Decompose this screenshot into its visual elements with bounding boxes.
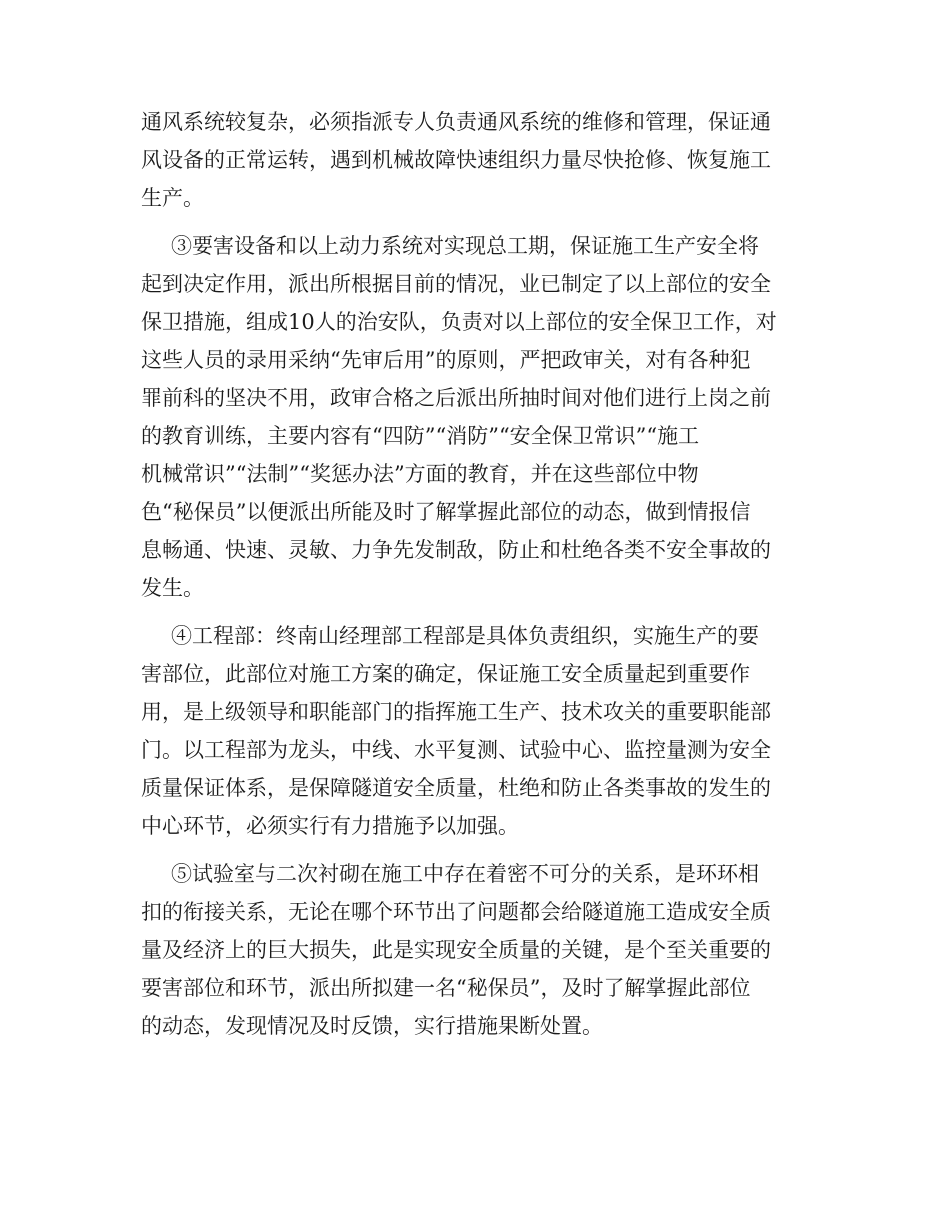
paragraph-4 <box>141 855 809 1045</box>
paragraph-2 <box>141 227 809 607</box>
text-line: 中心环节，必须实行有力措施予以加强。 <box>141 814 519 838</box>
text-line: 要害部位和环节，派出所拟建一名“秘保员”，及时了解掌握此部位 <box>141 976 751 1000</box>
text-line: 扣的衔接关系，无论在哪个环节出了问题都会给隧道施工造成安全质 <box>141 900 771 924</box>
text-line: 这些人员的录用采纳“先审后用”的原则，严把政审关，对有各种犯 <box>141 348 751 372</box>
paragraph-3 <box>141 617 809 845</box>
text-line: 保卫措施，组成10人的治安队，负责对以上部位的安全保卫工作，对 <box>141 310 777 334</box>
text-line: 门。以工程部为龙头，中线、水平复测、试验中心、监控量测为安全 <box>141 738 771 762</box>
text-line: 质量保证体系，是保障隧道安全质量，杜绝和防止各类事故的发生的 <box>141 776 771 800</box>
text-line: 害部位，此部位对施工方案的确定，保证施工安全质量起到重要作 <box>141 662 750 686</box>
text-line: 罪前科的坚决不用，政审合格之后派出所抽时间对他们进行上岗之前 <box>141 386 771 410</box>
paragraph-1 <box>141 103 809 217</box>
text-line: 机械常识”“法制”“奖惩办法”方面的教育，并在这些部位中物 <box>141 462 699 486</box>
document-page <box>141 103 809 1055</box>
text-line: ④工程部：终南山经理部工程部是具体负责组织，实施生产的要 <box>171 624 759 648</box>
text-line: 息畅通、快速、灵敏、力争先发制敌，防止和杜绝各类不安全事故的 <box>141 538 771 562</box>
text-line: 色“秘保员”以便派出所能及时了解掌握此部位的动态，做到情报信 <box>141 500 751 524</box>
text-line: 的动态，发现情况及时反馈，实行措施果断处置。 <box>141 1014 603 1038</box>
text-line: 量及经济上的巨大损失，此是实现安全质量的关键，是个至关重要的 <box>141 938 771 962</box>
text-line: 生产。 <box>141 186 204 210</box>
text-line: 用，是上级领导和职能部门的指挥施工生产、技术攻关的重要职能部 <box>141 700 771 724</box>
text-line: 起到决定作用，派出所根据目前的情况，业已制定了以上部位的安全 <box>141 272 771 296</box>
text-line: 发生。 <box>141 576 204 600</box>
text-line: ③要害设备和以上动力系统对实现总工期，保证施工生产安全将 <box>171 234 759 258</box>
text-line: ⑤试验室与二次衬砌在施工中存在着密不可分的关系，是环环相 <box>171 862 759 886</box>
text-line: 风设备的正常运转，遇到机械故障快速组织力量尽快抢修、恢复施工 <box>141 148 771 172</box>
text-line: 的教育训练，主要内容有“四防”“消防”“安全保卫常识”“施工 <box>141 424 700 448</box>
text-line: 通风系统较复杂，必须指派专人负责通风系统的维修和管理，保证通 <box>141 110 771 134</box>
